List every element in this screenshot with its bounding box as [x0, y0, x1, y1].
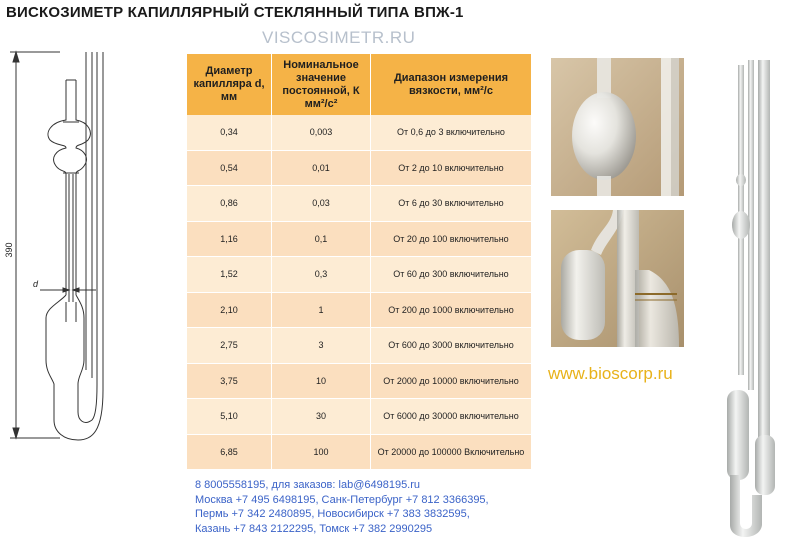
cell-diameter: 2,10	[187, 292, 272, 328]
cell-range: От 2000 до 10000 включительно	[371, 363, 532, 399]
viscometer-photo	[700, 55, 796, 545]
viscometer-spec-table	[187, 54, 532, 470]
page-title: ВИСКОЗИМЕТР КАПИЛЛЯРНЫЙ СТЕКЛЯННЫЙ ТИПА ВПЖ-1	[6, 4, 464, 21]
viscometer-drawing	[0, 40, 130, 450]
diameter-label: d	[33, 279, 39, 289]
cell-diameter: 1,52	[187, 257, 272, 293]
cell-constant: 0,03	[272, 186, 371, 222]
cell-range: От 60 до 300 включительно	[371, 257, 532, 293]
header-viscosity-range: Диапазон измерения вязкости, мм²/с	[371, 54, 532, 115]
table-row	[187, 186, 532, 222]
contacts-block	[195, 478, 489, 536]
cell-diameter: 1,16	[187, 221, 272, 257]
cell-range: От 6000 до 30000 включительно	[371, 399, 532, 435]
cell-diameter: 0,54	[187, 150, 272, 186]
cell-constant: 0,1	[272, 221, 371, 257]
contact-line-perm-novosibirsk: Пермь +7 342 2480895, Новосибирск +7 383 3832595,	[195, 508, 470, 520]
cell-range: От 0,6 до 3 включительно	[371, 115, 532, 150]
reservoir-closeup-photo	[551, 210, 684, 347]
contact-line-kazan-tomsk: Казань +7 843 2122295, Томск +7 382 2990295	[195, 522, 433, 535]
cell-range: От 20000 до 100000 Включительно	[371, 434, 532, 470]
contact-line-orders[interactable]: 8 8005558195, для заказов: lab@6498195.ru	[195, 479, 421, 491]
table-row	[187, 292, 532, 328]
cell-constant: 0,003	[272, 115, 371, 150]
cell-range: От 200 до 1000 включительно	[371, 292, 532, 328]
cell-constant: 0,01	[272, 150, 371, 186]
cell-range: От 20 до 100 включительно	[371, 221, 532, 257]
table-row	[187, 257, 532, 293]
cell-range: От 600 до 3000 включительно	[371, 328, 532, 364]
table-row	[187, 363, 532, 399]
cell-constant: 100	[272, 434, 371, 470]
watermark-text: VISCOSIMETR.RU	[262, 28, 416, 47]
table-row	[187, 150, 532, 186]
table-header-row	[187, 54, 532, 115]
header-capillary-diameter: Диаметр капилляра d, мм	[187, 54, 272, 115]
cell-diameter: 5,10	[187, 399, 272, 435]
table-row	[187, 115, 532, 150]
cell-constant: 0,3	[272, 257, 371, 293]
cell-constant: 3	[272, 328, 371, 364]
cell-constant: 30	[272, 399, 371, 435]
cell-diameter: 3,75	[187, 363, 272, 399]
table-row	[187, 399, 532, 435]
table-row	[187, 328, 532, 364]
cell-range: От 2 до 10 включительно	[371, 150, 532, 186]
table-row	[187, 221, 532, 257]
website-link[interactable]: www.bioscorp.ru	[548, 364, 673, 383]
cell-diameter: 0,34	[187, 115, 272, 150]
height-dimension-label: 390	[4, 242, 14, 258]
cell-constant: 1	[272, 292, 371, 328]
cell-diameter: 6,85	[187, 434, 272, 470]
bulb-closeup-photo	[551, 58, 684, 196]
table-row	[187, 434, 532, 470]
cell-range: От 6 до 30 включительно	[371, 186, 532, 222]
cell-diameter: 0,86	[187, 186, 272, 222]
header-nominal-constant: Номинальное значение постоянной, К мм²/с²	[272, 54, 371, 115]
cell-constant: 10	[272, 363, 371, 399]
contact-line-moscow-spb: Москва +7 495 6498195, Санк-Петербург +7 812 3366395,	[195, 493, 489, 506]
cell-diameter: 2,75	[187, 328, 272, 364]
